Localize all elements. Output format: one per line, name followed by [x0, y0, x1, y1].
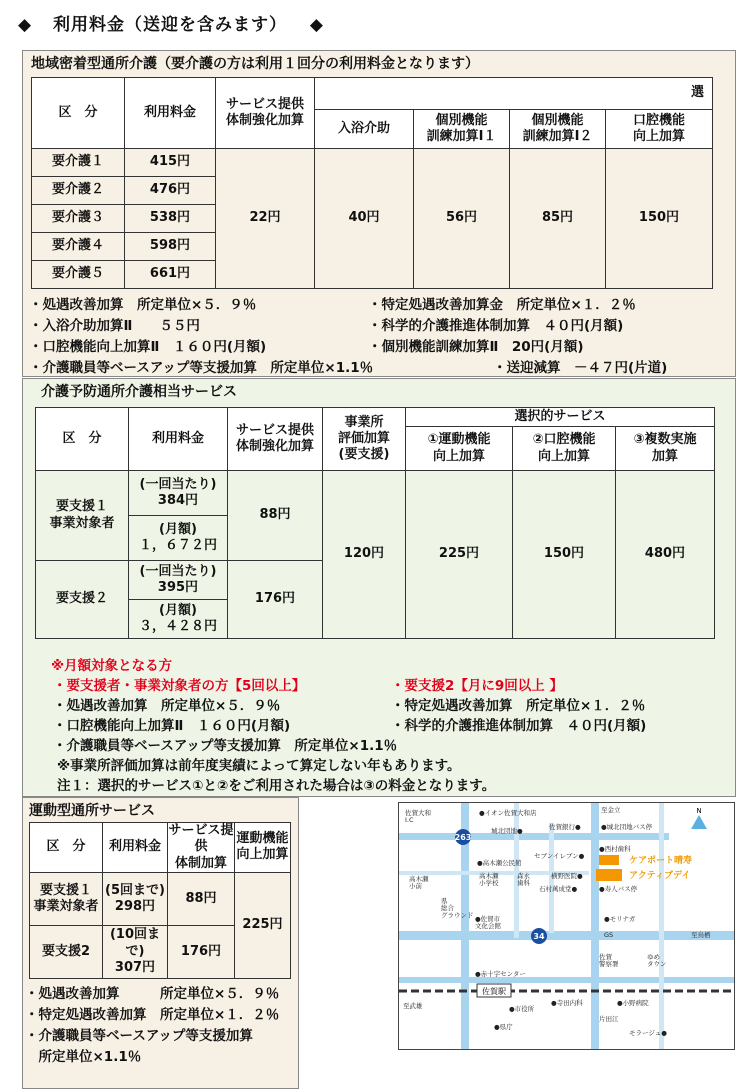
- map-label: 至鳥栖: [691, 931, 711, 939]
- func1-fee-cell: 56円: [414, 149, 510, 289]
- eval-fee-cell: 120円: [323, 471, 406, 639]
- map-label: ●市役所: [509, 1005, 535, 1013]
- map-label: 城北団地●: [491, 827, 523, 835]
- road: [399, 977, 734, 983]
- note: ・個別機能訓練加算Ⅱ 20円(月額): [368, 339, 584, 355]
- fee-cell: [129, 516, 228, 561]
- col-select: 選択的サービス: [406, 408, 715, 427]
- fee-table-prevention: [35, 407, 715, 639]
- map-label: ●県庁: [494, 1023, 513, 1031]
- col-service: サービス提供 体制強化加算: [228, 408, 323, 471]
- map-label: 佐賀警察署: [599, 953, 619, 969]
- note: ・特定処遇改善加算金 所定単位×１．２％: [368, 297, 636, 313]
- map-label: ●城北団地バス停: [601, 823, 653, 831]
- footnote: ※事業所評価加算は前年度実績によって算定しない年もあります。: [57, 758, 461, 774]
- note: ・処遇改善加算 所定単位×５．９％: [53, 698, 281, 714]
- fee-cell: [103, 925, 168, 978]
- fee-cell: [129, 561, 228, 600]
- access-map: [398, 802, 735, 1050]
- col-kubun: 区 分: [32, 78, 125, 149]
- red-title: ※月額対象となる方: [51, 658, 173, 674]
- note: ・口腔機能向上加算Ⅱ １６０円(月額): [29, 339, 267, 355]
- service-fee-cell: 22円: [216, 149, 315, 289]
- level-cell: 要支援１ 事業対象者: [36, 471, 129, 561]
- fee-cell: 476円: [125, 177, 216, 205]
- s2-fee-cell: 150円: [513, 471, 616, 639]
- route-label: 263: [454, 833, 472, 842]
- route-label: 34: [533, 932, 545, 941]
- note: ・科学的介護推進体制加算 ４０円(月額): [391, 718, 647, 734]
- level-cell: 要介護４: [32, 233, 125, 261]
- fee-label: (月額): [159, 602, 197, 618]
- map-label: 片田江: [599, 1015, 619, 1023]
- fee-label: (5回まで): [105, 882, 165, 898]
- fee-value: 395円: [157, 580, 199, 595]
- col-kubun: 区 分: [30, 823, 103, 873]
- red-line: ・要支援者・事業対象者の方【5回以上】: [53, 678, 306, 694]
- note: ・科学的介護推進体制加算 ４０円(月額): [368, 318, 624, 334]
- map-label: 佐賀銀行●: [549, 823, 581, 831]
- map-label: モラージュ●: [629, 1029, 667, 1037]
- fee-cell: 415円: [125, 149, 216, 177]
- map-drawing: [399, 803, 734, 1049]
- map-label: 至金立: [601, 806, 621, 814]
- map-label: GS: [604, 931, 614, 939]
- col-select: 選: [315, 78, 713, 110]
- note: ・介護職員等ベースアップ等支援加算 所定単位×1.1％: [29, 360, 374, 376]
- map-label: 高木瀬小学校: [479, 872, 499, 888]
- map-label: 横野医院●: [551, 872, 583, 880]
- road: [514, 803, 519, 938]
- road: [659, 803, 664, 1049]
- map-label: セブンイレブン●: [534, 852, 585, 860]
- road: [399, 833, 669, 840]
- service-fee-cell: 88円: [228, 471, 323, 561]
- level-cell: 要支援２: [36, 561, 129, 639]
- func-fee-cell: 225円: [235, 872, 291, 978]
- map-label: アクティブデイ: [629, 871, 691, 881]
- fee-value: ３，４２８円: [138, 619, 217, 634]
- note: ・処遇改善加算 所定単位×５．９％: [29, 297, 257, 313]
- page-title: 利用料金（送迎を含みます）: [53, 15, 287, 35]
- service-fee-cell: 176円: [228, 561, 323, 639]
- col-func2: 個別機能 訓練加算Ⅰ２: [510, 109, 606, 148]
- note: 所定単位×1.1％: [25, 1049, 142, 1065]
- map-label: 県総合グラウンド: [441, 897, 474, 920]
- page-header: [18, 10, 324, 35]
- map-label: 至武雄: [403, 1002, 423, 1010]
- north-arrow-icon: [691, 815, 707, 829]
- s3-fee-cell: 480円: [616, 471, 715, 639]
- table-row: [36, 471, 715, 516]
- fee-cell: 598円: [125, 233, 216, 261]
- road: [399, 931, 734, 940]
- col-service: サービス提供 体制加算: [168, 823, 234, 871]
- fee-cell: 538円: [125, 205, 216, 233]
- col-func1: 個別機能 訓練加算Ⅰ１: [414, 109, 510, 148]
- level-cell: 要支援2: [30, 925, 103, 978]
- col-s2: ②口腔機能 向上加算: [513, 427, 616, 471]
- footnote: 注１：選択的サービス①と②をご利用された場合は③の料金となります。: [57, 778, 496, 794]
- diamond-icon: ◆: [18, 15, 33, 35]
- service-fee-cell: 88円: [168, 872, 235, 925]
- map-label: ●モリナガ: [604, 915, 636, 923]
- col-bath: 入浴介助: [315, 109, 414, 148]
- note: ・処遇改善加算 所定単位×５．９％: [25, 986, 280, 1002]
- map-label: N: [696, 807, 702, 815]
- level-cell: 要介護５: [32, 261, 125, 289]
- red-line: ・要支援2【月に9回以上 】: [391, 678, 563, 694]
- map-label: 高木瀬小前: [409, 875, 429, 891]
- col-func: 運動機能 向上加算: [235, 823, 291, 873]
- map-label: ゆめタウン: [647, 953, 667, 969]
- col-fee: 利用料金: [125, 78, 216, 149]
- section-exercise-service: [22, 797, 299, 1089]
- map-label: ●小野病院: [617, 999, 649, 1007]
- fee-value: 298円: [114, 898, 156, 914]
- map-label: ●イオン佐賀大和店: [479, 809, 537, 817]
- map-label: ●寿人バス停: [599, 885, 638, 893]
- map-label: 佐賀大和 I.C: [405, 809, 431, 825]
- fee-value: １，６７２円: [138, 538, 217, 553]
- map-label: ●西村歯科: [599, 845, 631, 853]
- col-service: サービス提供 体制強化加算: [216, 78, 315, 149]
- col-s3: ③複数実施 加算: [616, 427, 715, 471]
- fee-cell: [129, 471, 228, 516]
- diamond-icon: ◆: [309, 15, 324, 35]
- col-s1: ①運動機能 向上加算: [406, 427, 513, 471]
- col-oral: 口腔機能 向上加算: [606, 109, 713, 148]
- map-label: 森永歯科: [517, 872, 530, 888]
- fee-label: (月額): [159, 521, 197, 537]
- map-label: ●佐賀市文化会館: [475, 915, 501, 931]
- level-cell: 要支援１ 事業対象者: [30, 872, 103, 925]
- section-title: 介護予防通所介護相当サービス: [41, 384, 237, 400]
- fee-cell: [129, 600, 228, 639]
- map-label: 石村萬成堂●: [539, 885, 578, 893]
- table-row: [30, 872, 291, 925]
- s1-fee-cell: 225円: [406, 471, 513, 639]
- note: ・口腔機能向上加算Ⅱ １６０円(月額): [53, 718, 291, 734]
- fee-cell: 661円: [125, 261, 216, 289]
- section-title: 地域密着型通所介護（要介護の方は利用１回分の利用料金となります）: [31, 56, 479, 72]
- col-fee: 利用料金: [129, 408, 228, 471]
- level-cell: 要介護１: [32, 149, 125, 177]
- func2-fee-cell: 85円: [510, 149, 606, 289]
- fee-label: (10回まで): [109, 927, 161, 959]
- map-label: ケアポート晴寿: [629, 856, 693, 866]
- note: ・特定処遇改善加算 所定単位×１．２％: [391, 698, 646, 714]
- fee-table-care: [31, 77, 713, 289]
- fee-table-exercise: [29, 822, 291, 979]
- table-row: [32, 149, 713, 177]
- map-label: ●高木瀬公民館: [477, 859, 522, 867]
- building-icon: [596, 869, 622, 881]
- note: ・送迎減算 －４７円(片道): [493, 360, 668, 376]
- fee-label: (一回当たり): [139, 476, 217, 492]
- col-eval: 事業所 評価加算 (要支援): [323, 408, 406, 471]
- level-cell: 要介護２: [32, 177, 125, 205]
- note: ・介護職員等ベースアップ等支援加算 所定単位×1.1％: [53, 738, 398, 754]
- note: ・入浴介助加算Ⅱ ５５円: [29, 318, 200, 334]
- oral-fee-cell: 150円: [606, 149, 713, 289]
- level-cell: 要介護３: [32, 205, 125, 233]
- bath-fee-cell: 40円: [315, 149, 414, 289]
- fee-label: (一回当たり): [139, 563, 217, 579]
- service-fee-cell: 176円: [168, 925, 235, 978]
- fee-value: 307円: [114, 959, 156, 975]
- section-title: 運動型通所サービス: [29, 803, 155, 819]
- note: ・介護職員等ベースアップ等支援加算: [25, 1028, 253, 1044]
- col-kubun: 区 分: [36, 408, 129, 471]
- section-prevention-service: [22, 378, 736, 797]
- fee-cell: [103, 872, 168, 925]
- col-fee: 利用料金: [103, 823, 168, 873]
- building-icon: [599, 855, 619, 865]
- map-label: ●赤十字センター: [475, 970, 526, 978]
- map-label: 佐賀駅: [482, 987, 506, 996]
- map-label: ●寺田内科: [551, 999, 583, 1007]
- section-care-service: [22, 50, 736, 377]
- fee-value: 384円: [157, 493, 199, 508]
- note: ・特定処遇改善加算 所定単位×１．２％: [25, 1007, 280, 1023]
